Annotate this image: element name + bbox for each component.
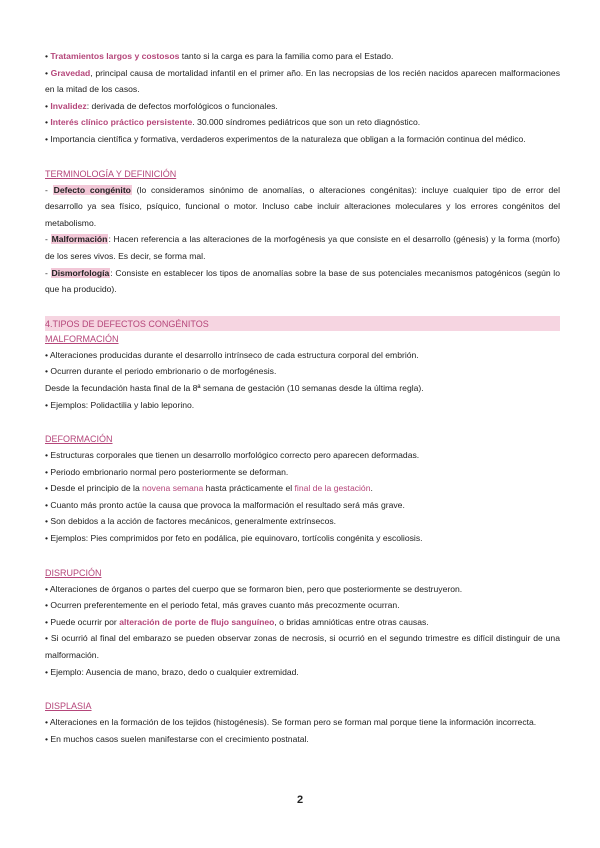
displasia-heading: DISPLASIA bbox=[45, 701, 92, 712]
list-item: • Estructuras corporales que tienen un desarrollo morfológico correcto pero aparecen deformadas. bbox=[45, 450, 420, 461]
term-definition: - Malformación: Hacen referencia a las alteraciones de la morfogénesis ya que consiste en el desarrollo (génesis) y la forma (morfo) de los seres vivos. Es decir, se forma mal. bbox=[45, 234, 560, 261]
deformacion-heading: DEFORMACIÓN bbox=[45, 434, 113, 445]
list-item: • Si ocurrió al final del embarazo se pueden observar zonas de necrosis, si ocurrió en el segundo trimestre es difícil distinguir de una malformación. bbox=[45, 633, 560, 661]
list-item: • Ejemplos: Polidactilia y labio leporino. bbox=[45, 399, 195, 410]
list-item: Desde la fecundación hasta final de la 8ª semana de gestación (10 semanas desde la última regla). bbox=[45, 382, 424, 393]
list-item: • Son debidos a la acción de factores mecánicos, generalmente extrínsecos. bbox=[45, 516, 337, 527]
list-item: • Ocurren durante el periodo embrionario o de morfogénesis. bbox=[45, 366, 277, 377]
list-item: • Alteraciones producidas durante el desarrollo intrínseco de cada estructura corporal del embrión. bbox=[45, 349, 419, 360]
intro-list bbox=[45, 48, 560, 148]
malformacion-heading: MALFORMACIÓN bbox=[45, 333, 119, 344]
list-item: • Ejemplo: Ausencia de mano, brazo, dedo o cualquier extremidad. bbox=[45, 666, 299, 677]
list-item: • Cuanto más pronto actúe la causa que provoca la malformación el resultado será más grave. bbox=[45, 499, 405, 510]
list-item: • En muchos casos suelen manifestarse con el crecimiento postnatal. bbox=[45, 733, 309, 744]
term-definition: - Defecto congénito (lo consideramos sinónimo de anomalías, o alteraciones congénitas): incluye cualquier tipo de error del desarrollo ya sea físico, psíquico, funcional o motor. Incluso cabe incluir alteraciones moleculares y los errores congénitos del metabolismo. bbox=[45, 184, 560, 228]
terminology-heading: TERMINOLOGÍA Y DEFINICIÓN bbox=[45, 168, 177, 179]
intro-item: • Tratamientos largos y costosos tanto si la carga es para la familia como para el Estado. bbox=[45, 51, 394, 61]
list-item: • Desde el principio de la novena semana hasta prácticamente el final de la gestación. bbox=[45, 483, 373, 494]
list-item: • Ejemplos: Pies comprimidos por feto en podálica, pie equinovaro, tortícolis congénita y escoliosis. bbox=[45, 533, 423, 544]
document-page bbox=[45, 48, 560, 747]
list-item: • Alteraciones de órganos o partes del cuerpo que se formaron bien, pero que posteriormente se destruyeron. bbox=[45, 583, 463, 594]
list-item: • Puede ocurrir por alteración de porte de flujo sanguíneo, o bridas amnióticas entre otras causas. bbox=[45, 616, 429, 627]
list-item: • Periodo embrionario normal pero posteriormente se deforman. bbox=[45, 466, 289, 477]
disrupcion-heading: DISRUPCIÓN bbox=[45, 567, 102, 578]
intro-item: • Gravedad, principal causa de mortalidad infantil en el primer año. En las necropsias de los recién nacidos aparecen malformaciones en la mitad de los casos. bbox=[45, 67, 560, 95]
term-definition: - Dismorfología: Consiste en establecer los tipos de anomalías sobre la base de sus potenciales mecanismos patogénicos (según lo que ha producido). bbox=[45, 267, 561, 295]
list-item: • Alteraciones en la formación de los tejidos (histogénesis). Se forman pero se forman mal porque tiene la información incorrecta. bbox=[45, 717, 537, 728]
section-banner: 4.TIPOS DE DEFECTOS CONGÉNITOS bbox=[45, 316, 560, 331]
page-number: 2 bbox=[296, 794, 304, 806]
intro-item: • Interés clínico práctico persistente. 30.000 síndromes pediátricos que son un reto diagnóstico. bbox=[45, 117, 421, 128]
intro-item: • Importancia científica y formativa, verdaderos experimentos de la naturaleza que obligan a la formación continua del médico. bbox=[45, 133, 526, 144]
list-item: • Ocurren preferentemente en el periodo fetal, más graves cuanto más precozmente ocurran. bbox=[45, 600, 400, 611]
intro-item: • Invalidez: derivada de defectos morfológicos o funcionales. bbox=[45, 100, 278, 111]
